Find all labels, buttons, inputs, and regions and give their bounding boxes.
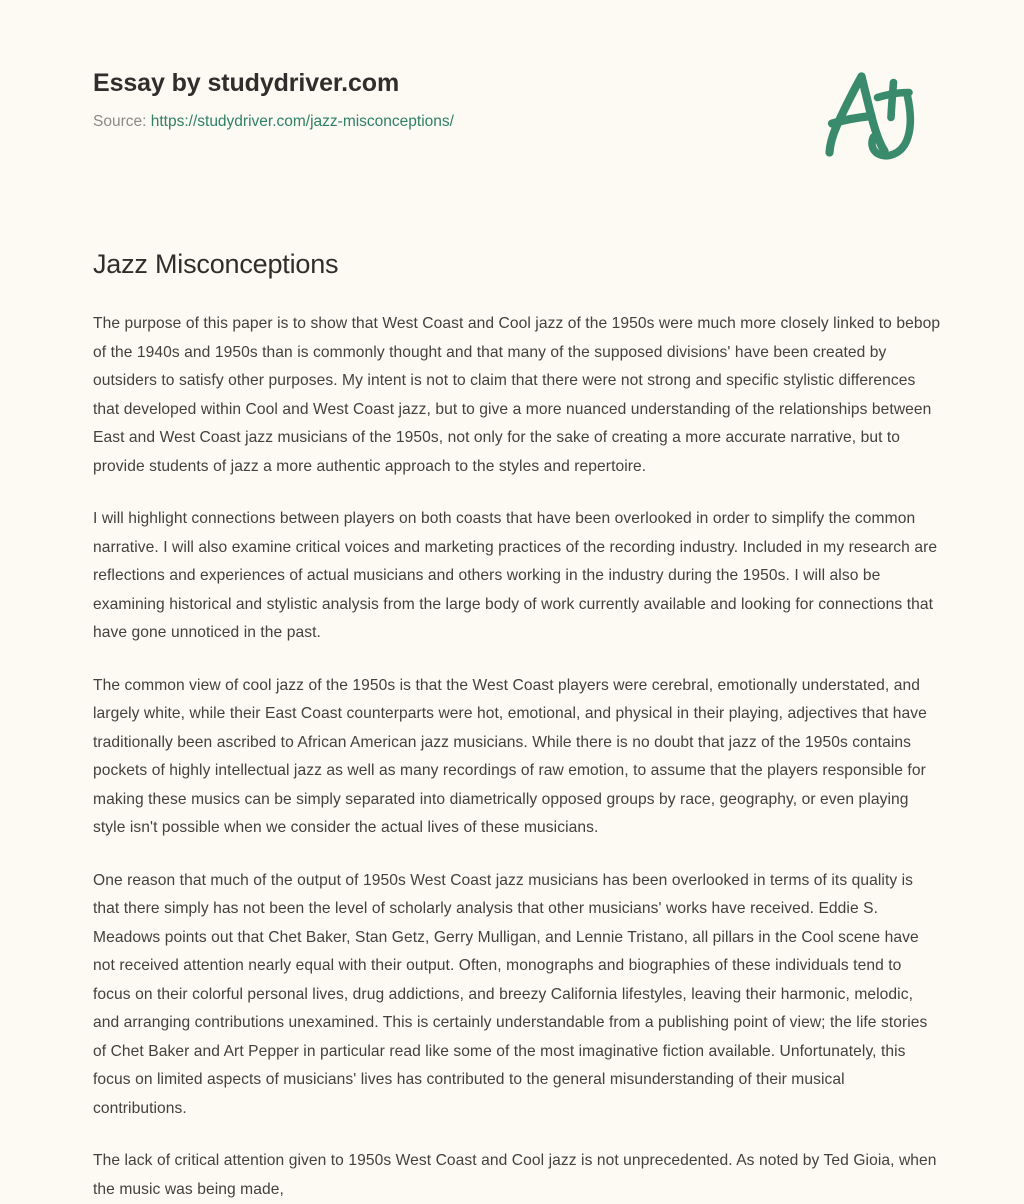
- source-line: [93, 112, 733, 132]
- article-paragraph: The common view of cool jazz of the 1950s is that the West Coast players were cerebral, emotionally understated, and largely white, while their East Coast counterparts were hot, emotional, and physical in their playing, adjectives that have traditionally been ascribed to African American jazz musicians. While there is no doubt that jazz of the 1950s contains pockets of highly intellectual jazz as well as many recordings of raw emotion, to assume that the players responsible for making these musics can be simply separated into diametrically opposed groups by race, geography, or even playing style isn't possible when we consider the actual lives of these musicians.: [93, 676, 927, 837]
- article-paragraph: The lack of critical attention given to 1950s West Coast and Cool jazz is not unprecedented. As noted by Ted Gioia, when the music was being made,: [93, 1152, 937, 1198]
- article: [93, 248, 941, 1204]
- article-paragraph: The purpose of this paper is to show that West Coast and Cool jazz of the 1950s were much more closely linked to bebop of the 1940s and 1950s than is commonly thought and that many of the supposed divisions' have been created by outsiders to satisfy other purposes. My intent is not to claim that there were not strong and specific stylistic differences that developed within Cool and West Coast jazz, but to give a more nuanced understanding of the relationships between East and West Coast jazz musicians of the 1950s, not only for the sake of creating a more accurate narrative, but to provide students of jazz a more authentic approach to the styles and repertoire.: [93, 315, 941, 475]
- article-body: [93, 310, 941, 1204]
- article-paragraph: I will highlight connections between players on both coasts that have been overlooked in order to simplify the common narrative. I will also examine critical voices and marketing practices of the recording industry. Included in my research are reflections and experiences of actual musicians and others working in the industry during the 1950s. I will also be examining historical and stylistic analysis from the large body of work currently available and looking for connections that have gone unnoticed in the past.: [93, 510, 938, 642]
- source-label: Source:: [93, 113, 147, 130]
- article-paragraph: One reason that much of the output of 1950s West Coast jazz musicians has been overlooked in terms of its quality is that there simply has not been the level of scholarly analysis that other musicians' works have received. Eddie S. Meadows points out that Chet Baker, Stan Getz, Gerry Mulligan, and Lennie Tristano, all pillars in the Cool scene have not received attention nearly equal with their output. Often, monographs and biographies of these individuals tend to focus on their colorful personal lives, drug addictions, and breezy California lifestyles, leaving their harmonic, melodic, and arranging contributions unexamined. This is certainly understandable from a publishing point of view; the life stories of Chet Baker and Art Pepper in particular read like some of the most imaginative fiction available. Unfortunately, this focus on limited aspects of musicians' lives has contributed to the general misunderstanding of their musical contributions.: [93, 871, 928, 1117]
- document-header: [0, 0, 1024, 200]
- a-plus-logo-icon: [813, 66, 923, 166]
- brand-title: Essay by studydriver.com: [93, 69, 400, 97]
- brand-block: [93, 68, 733, 132]
- source-url-link[interactable]: https://studydriver.com/jazz-misconceptions/: [150, 113, 454, 130]
- page-title: Jazz Misconceptions: [93, 249, 339, 279]
